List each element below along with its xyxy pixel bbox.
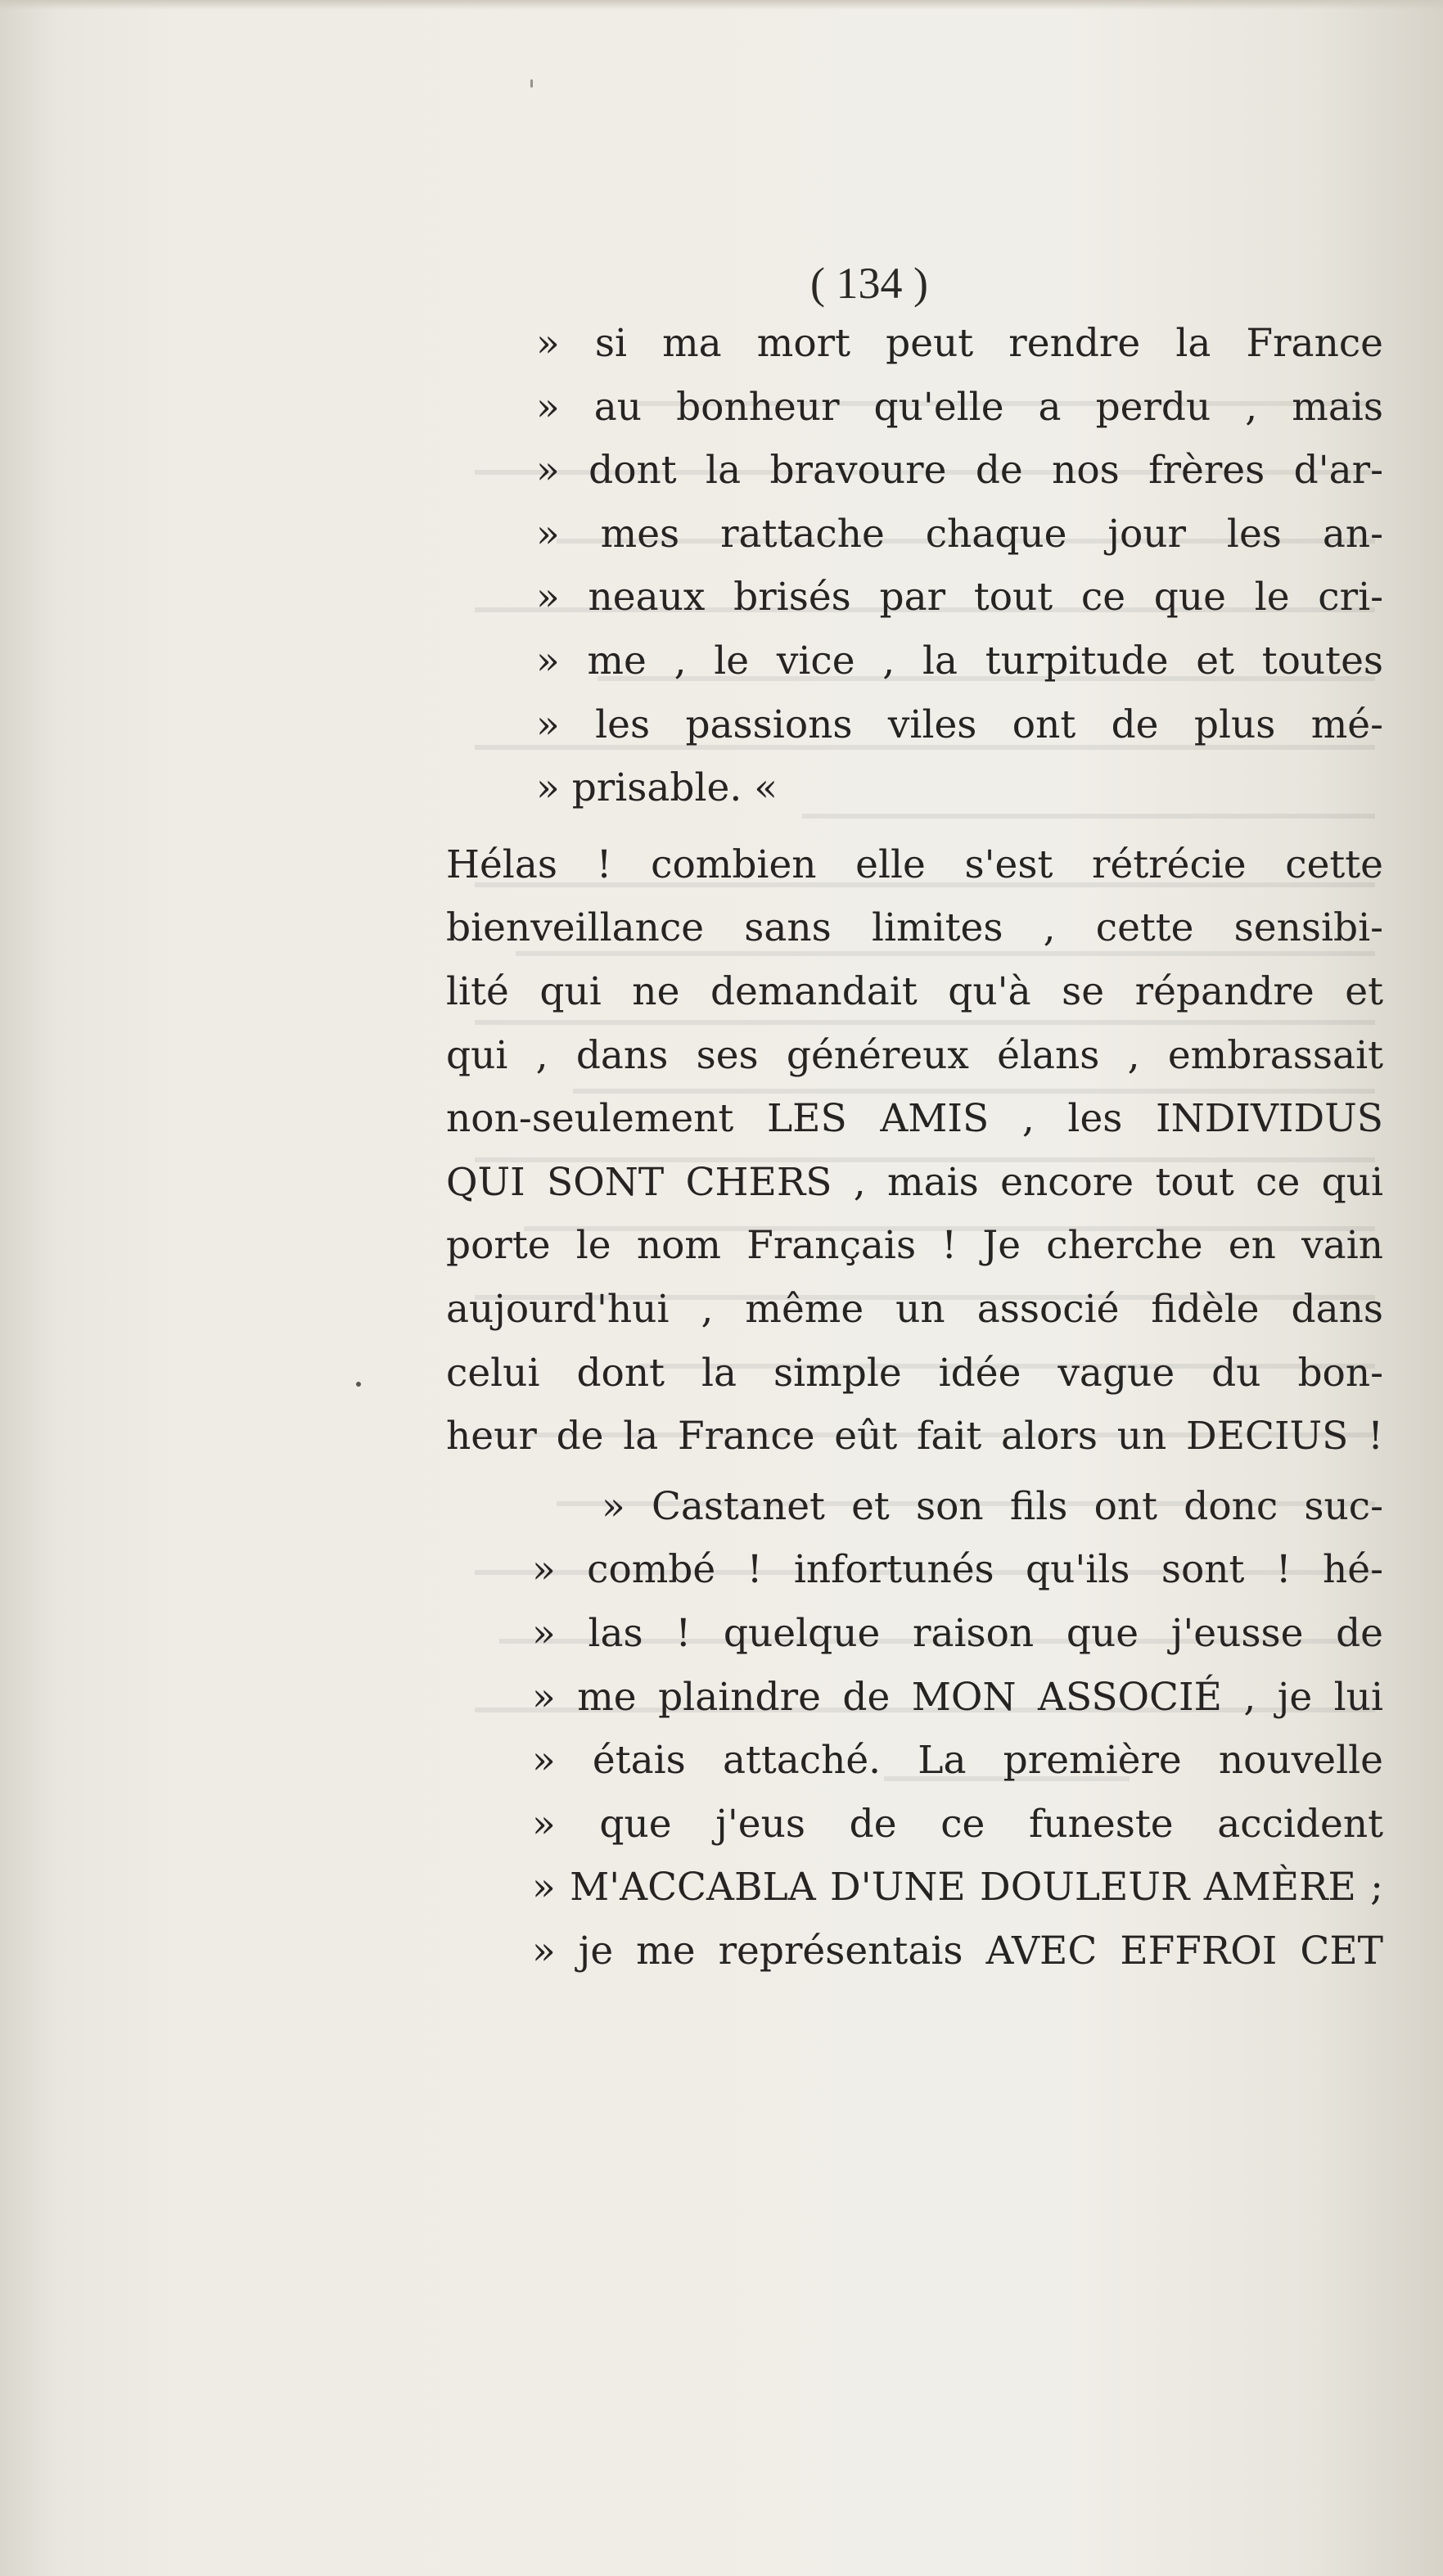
- text-line: » combé ! infortunés qu'ils sont ! hé-: [532, 1547, 1383, 1593]
- text-line: QUI SONT CHERS , mais encore tout ce qui: [446, 1159, 1383, 1205]
- text-line: » je me représentais AVEC EFFROI CET: [532, 1929, 1383, 1974]
- text-line: » les passions viles ont de plus mé-: [536, 702, 1383, 747]
- text-line: » me plaindre de MON ASSOCIÉ , je lui: [532, 1674, 1383, 1720]
- text-line: » dont la bravoure de nos frères d'ar-: [536, 448, 1383, 494]
- text-line: » las ! quelque raison que j'eusse de: [532, 1611, 1383, 1656]
- page-top-edge: [0, 0, 1443, 10]
- text-line: Hélas ! combien elle s'est rétrécie cette: [446, 841, 1383, 887]
- text-line: heur de la France eût fait alors un DECIUS !: [446, 1414, 1383, 1459]
- ink-speck: [530, 79, 533, 88]
- text-line: » mes rattache chaque jour les an-: [536, 511, 1383, 557]
- text-line: » si ma mort peut rendre la France: [536, 321, 1383, 366]
- text-line: lité qui ne demandait qu'à se répandre et: [446, 969, 1383, 1014]
- ink-speck: [356, 1382, 361, 1387]
- text-line: celui dont la simple idée vague du bon-: [446, 1350, 1383, 1396]
- text-line: » neaux brisés par tout ce que le cri-: [536, 575, 1383, 620]
- text-line: » au bonheur qu'elle a perdu , mais: [536, 384, 1383, 430]
- text-line: non-seulement LES AMIS , les INDIVIDUS: [446, 1096, 1383, 1142]
- text-line: » que j'eus de ce funeste accident: [532, 1801, 1383, 1847]
- text-line: » prisable. «: [536, 765, 778, 811]
- text-line: aujourd'hui , même un associé fidèle dans: [446, 1287, 1383, 1332]
- page-number: ( 134 ): [810, 259, 928, 308]
- text-line: » étais attaché. La première nouvelle: [532, 1738, 1383, 1784]
- text-line: » M'ACCABLA D'UNE DOULEUR AMÈRE ;: [532, 1865, 1383, 1911]
- text-line: bienveillance sans limites , cette sensibi-: [446, 905, 1383, 951]
- text-line: » Castanet et son fils ont donc suc-: [602, 1483, 1383, 1529]
- text-line: qui , dans ses généreux élans , embrassait: [446, 1032, 1383, 1078]
- text-line: » me , le vice , la turpitude et toutes: [536, 638, 1383, 683]
- text-line: porte le nom Français ! Je cherche en vain: [446, 1223, 1383, 1269]
